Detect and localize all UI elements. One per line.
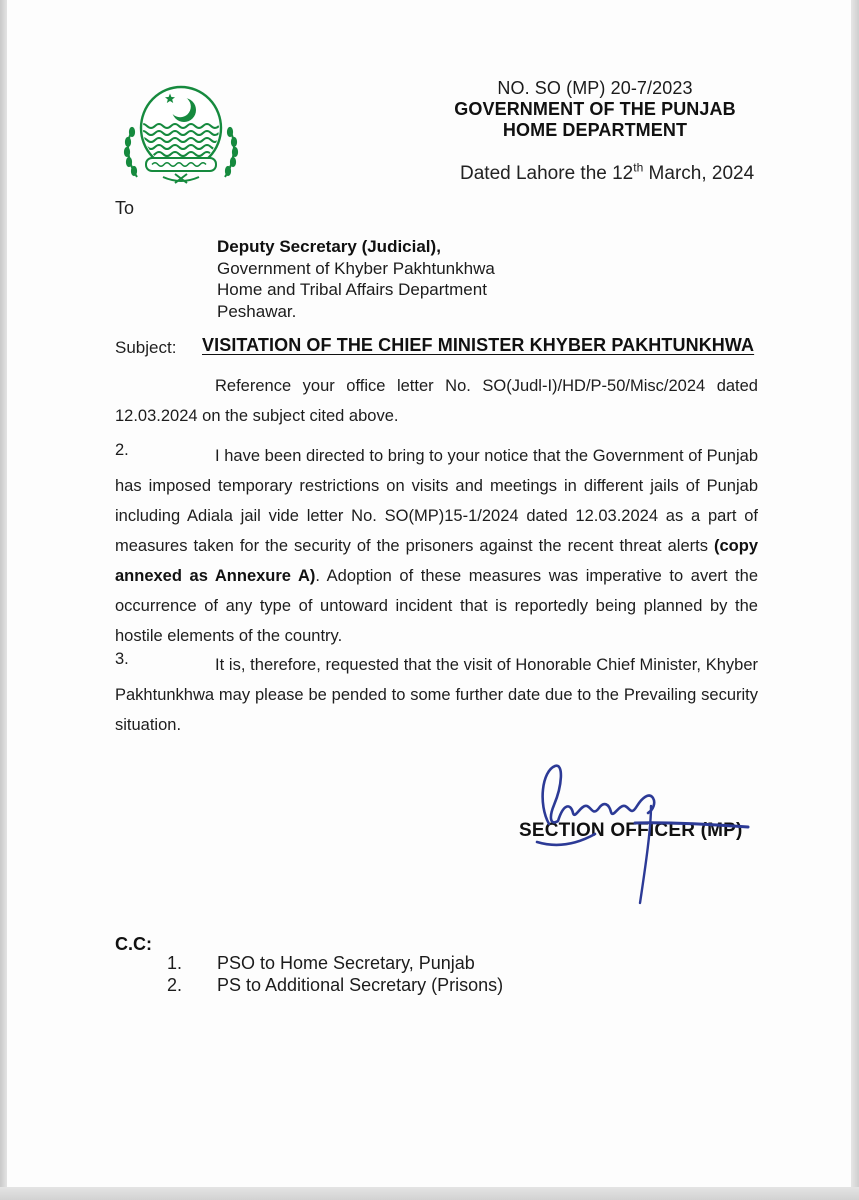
cc-item-number: 2. xyxy=(167,975,183,995)
department-name: HOME DEPARTMENT xyxy=(502,120,688,140)
date-ordinal: th xyxy=(633,160,644,175)
paragraph-2-text: I have been directed to bring to your notice that the Government of Punjab has imposed temporary restrictions on visits and meetings in different jails of Punjab including Adiala jail vide letter No. SO(MP)15-1/2024 dated 12.03.2024 as a part of measures taken for the security of the prisoners against the recent threat alerts xyxy=(115,447,758,555)
date-prefix: Dated Lahore the 12 xyxy=(460,163,634,184)
date-line xyxy=(460,160,755,185)
paragraph-2 xyxy=(115,441,758,651)
recipient-title: Deputy Secretary (Judicial), xyxy=(217,237,441,256)
scan-edge-left xyxy=(0,0,7,1200)
recipient-line: Peshawar. xyxy=(217,301,297,321)
paragraph-1: Reference your office letter No. SO(Judl-I)/HD/P-50/Misc/2024 dated 12.03.2024 on the subject cited above. xyxy=(115,377,758,425)
crest-icon xyxy=(119,84,243,184)
cc-item-text: PS to Additional Secretary (Prisons) xyxy=(217,975,504,995)
org-name: GOVERNMENT OF THE PUNJAB xyxy=(454,99,736,119)
cc-item xyxy=(167,953,475,974)
paragraph-2-text: . Adoption of these measures was imperative to avert the occurrence of any type of untoward incident that is reportedly being planned by the hostile elements of the country. xyxy=(115,567,758,645)
paragraph-3: It is, therefore, requested that the visit of Honorable Chief Minister, Khyber Pakhtunkhwa may please be pended to some further date due to the Prevailing security situation. xyxy=(115,656,758,734)
punjab-government-crest-logo xyxy=(119,84,243,184)
cc-item-number: 1. xyxy=(167,953,183,973)
scan-edge-bottom xyxy=(0,1187,859,1200)
cc-item xyxy=(167,975,503,996)
paragraph-2-bold: (copy annexed as Annexure A) xyxy=(115,537,758,585)
cc-label: C.C: xyxy=(115,934,152,954)
paragraph-2-number: 2. xyxy=(115,441,129,459)
subject-label: Subject: xyxy=(115,338,177,357)
letter-page xyxy=(7,0,851,1187)
recipient-line: Home and Tribal Affairs Department xyxy=(217,280,487,299)
subject-text: VISITATION OF THE CHIEF MINISTER KHYBER PAKHTUNKHWA xyxy=(202,335,755,355)
cc-item-text: PSO to Home Secretary, Punjab xyxy=(217,953,475,973)
recipient-block xyxy=(217,236,495,322)
scan-edge-right xyxy=(851,0,859,1200)
reference-number: NO. SO (MP) 20-7/2023 xyxy=(497,78,693,98)
letter-header xyxy=(427,78,763,141)
recipient-line: Government of Khyber Pakhtunkhwa xyxy=(217,258,495,278)
salutation: To xyxy=(115,198,135,218)
paragraph-3-number: 3. xyxy=(115,650,129,668)
date-suffix: March, 2024 xyxy=(643,163,755,184)
signatory-title: SECTION OFFICER (MP) xyxy=(519,820,743,841)
